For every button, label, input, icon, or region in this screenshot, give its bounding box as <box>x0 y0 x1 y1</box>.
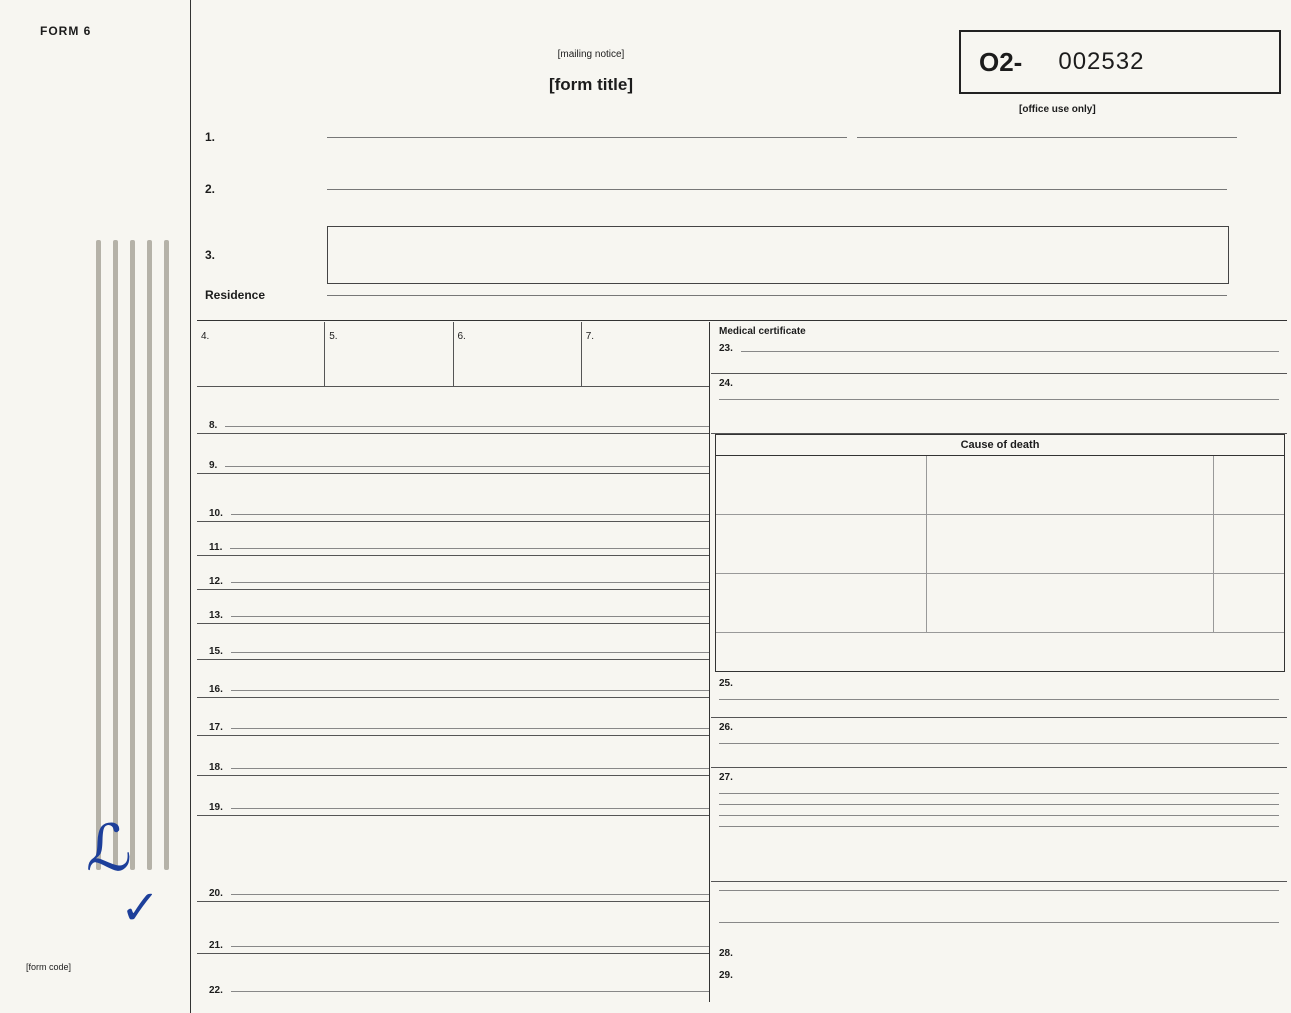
informant-field <box>197 816 709 902</box>
field-number: 3. <box>205 248 216 262</box>
fill-line <box>719 826 1279 827</box>
industry-field <box>197 556 709 590</box>
father-birthplace-field <box>197 698 709 736</box>
cause-row <box>716 515 1284 574</box>
father-name-field <box>197 660 709 698</box>
mail-notice: [mailing notice] <box>557 49 625 60</box>
cause-description-cell <box>716 456 927 514</box>
field-number: 25. <box>719 678 733 689</box>
side-text-line <box>130 240 135 870</box>
field-number: 15. <box>209 646 223 657</box>
cause-of-death-title: Cause of death <box>716 435 1284 456</box>
form-header <box>231 48 951 95</box>
field-number: 10. <box>209 508 223 519</box>
occupation-field <box>197 522 709 556</box>
medical-heading: Medical certificate <box>719 326 806 337</box>
field-number: 13. <box>209 610 223 621</box>
cause-of-death-table <box>715 434 1285 672</box>
fill-line <box>231 768 709 769</box>
side-text-line <box>147 240 152 870</box>
fill-line <box>719 815 1279 816</box>
field-number: 19. <box>209 802 223 813</box>
birthplace-field <box>197 394 709 434</box>
side-notice-left <box>96 240 169 870</box>
burial-field <box>197 902 709 954</box>
date-of-birth-field <box>197 434 709 474</box>
fill-line <box>741 351 1279 352</box>
fill-line <box>327 189 1227 190</box>
signature-area <box>711 882 1287 1002</box>
field-number: 18. <box>209 762 223 773</box>
fill-line <box>231 616 709 617</box>
field-number: 4. <box>201 331 210 342</box>
registration-prefix: O2- <box>979 46 1023 77</box>
cause-entry-cell <box>927 515 1214 573</box>
field-number: 1. <box>205 130 216 144</box>
marital-status-cell <box>582 322 709 386</box>
fill-line <box>230 548 709 549</box>
operation-box <box>711 718 1287 768</box>
field-number: 20. <box>209 888 223 899</box>
mother-maiden-name-field <box>197 736 709 776</box>
form-code: FORM 6 <box>40 24 92 38</box>
attendance-box <box>711 374 1287 434</box>
department-use-label: [office use only] <box>1019 104 1096 115</box>
age-field <box>197 474 709 522</box>
side-text-line <box>164 240 169 870</box>
form-sheet <box>190 0 1291 1013</box>
field-number: 5. <box>329 331 338 342</box>
residence-row <box>205 288 1227 302</box>
fill-line <box>225 466 709 467</box>
interval-cell <box>1214 574 1284 632</box>
fill-line <box>225 426 709 427</box>
field-number: 22. <box>209 985 223 996</box>
racial-origin-cell <box>454 322 582 386</box>
fill-line <box>231 894 709 895</box>
check-mark: ✓ <box>120 880 161 936</box>
registration-number-box <box>959 30 1281 94</box>
division-record-row <box>719 948 733 959</box>
fill-line <box>719 793 1279 794</box>
field-number: 24. <box>719 378 733 389</box>
column-divider <box>709 322 710 1002</box>
side-text-line <box>113 240 118 870</box>
field-number: 7. <box>585 331 595 342</box>
section-divider <box>197 320 1287 321</box>
name-of-deceased-row <box>205 226 1229 284</box>
fill-line <box>231 946 709 947</box>
length-of-stay-row <box>205 182 1227 196</box>
cause-entry-cell <box>927 456 1214 514</box>
last-worked-field <box>197 590 709 624</box>
field-number: 28. <box>719 948 733 959</box>
interval-cell <box>1214 515 1284 573</box>
fill-line <box>327 137 847 138</box>
cause-description-cell <box>716 515 927 573</box>
fill-line <box>719 699 1279 700</box>
fill-line <box>231 582 709 583</box>
field-number: 8. <box>209 420 218 431</box>
date-of-death-line <box>719 343 1279 360</box>
sex-citizenship-origin-status <box>197 322 709 387</box>
fill-line <box>231 728 709 729</box>
cause-description-cell <box>716 574 927 632</box>
deceased-details-column <box>197 322 709 1002</box>
field-number: 11. <box>209 542 223 553</box>
field-number: 9. <box>209 460 218 471</box>
fill-line <box>327 295 1227 296</box>
field-label: Residence <box>205 288 266 302</box>
spouse-name-field <box>197 624 709 660</box>
field-number: 29. <box>719 970 733 981</box>
fill-line <box>231 991 709 992</box>
date-of-death-box <box>711 322 1287 374</box>
fill-line <box>231 690 709 691</box>
fill-line <box>231 808 709 809</box>
registration-number: 002532 <box>1058 48 1145 75</box>
personal-particulars-block <box>197 122 1287 318</box>
catalog-code: [form code] <box>26 962 72 972</box>
fill-line <box>719 743 1279 744</box>
medical-certificate-column <box>711 322 1287 1002</box>
fill-line <box>857 137 1237 138</box>
field-number: 2. <box>205 182 216 196</box>
fill-line <box>719 804 1279 805</box>
place-of-death-row <box>205 130 1237 144</box>
field-number: 6. <box>457 331 466 342</box>
address-line <box>719 922 1279 923</box>
citizenship-cell <box>325 322 453 386</box>
filed-row <box>719 970 733 981</box>
cause-row <box>716 456 1284 515</box>
pregnancy-box <box>711 674 1287 718</box>
cause-entry-cell <box>927 574 1214 632</box>
cause-row <box>716 574 1284 633</box>
field-number: 21. <box>209 940 223 951</box>
field-number: 12. <box>209 576 223 587</box>
handwritten-mark: ℒ <box>86 812 133 886</box>
field-number: 17. <box>209 722 223 733</box>
field-number: 16. <box>209 684 223 695</box>
fill-line <box>719 399 1279 400</box>
sex-cell <box>197 322 325 386</box>
external-causes-box <box>711 768 1287 882</box>
mother-birthplace-field <box>197 776 709 816</box>
fill-line <box>231 514 709 515</box>
name-boxes <box>327 226 1229 284</box>
form-title: [form title] <box>548 75 634 94</box>
field-number: 26. <box>719 722 733 733</box>
field-number: 23. <box>719 343 733 354</box>
side-text-line <box>96 240 101 870</box>
field-number: 27. <box>719 772 733 783</box>
signed-by-line <box>719 890 1279 891</box>
interval-cell <box>1214 456 1284 514</box>
fill-line <box>231 652 709 653</box>
undertaker-field <box>197 954 709 998</box>
